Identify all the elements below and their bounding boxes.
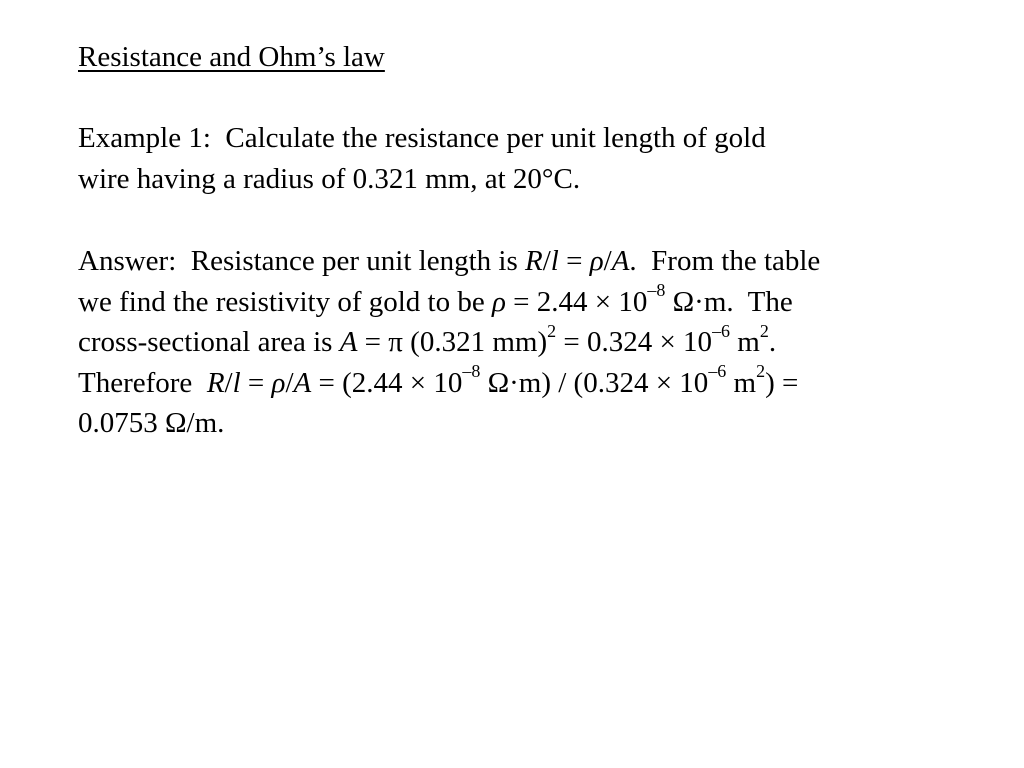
slide-title: Resistance and Ohm’s law [78, 41, 385, 73]
example-label: Example 1: [78, 122, 211, 154]
example-line-1 [78, 118, 766, 159]
example-text: Calculate the resistance per unit length of gold [225, 122, 766, 154]
answer-paragraph [78, 241, 820, 444]
answer-line-1: Answer: Resistance per unit length is R/l = ρ/A. From the table [78, 245, 821, 277]
answer-line-5: 0.0753 Ω/m. [78, 407, 225, 439]
answer-line-3: cross-sectional area is A = π (0.321 $mm)^2 = 0.324 \times 10^{-6}$ $m^2$. [78, 320, 777, 358]
example-paragraph [78, 118, 766, 199]
answer-line-4: Therefore $R/l = \rho/A = (2.44 \times 10^{-8}$ $\Omega\cdot m) / (0.324 \times 10^{-6}$ $m^2$) = [78, 361, 799, 399]
answer-label: Answer: [78, 245, 177, 277]
example-line-2: wire having a radius of 0.321 mm, at 20°C. [78, 162, 581, 195]
answer-line-2: we find the resistivity of gold to be $\rho = 2.44 \times 10^{-8}$ Ω·m. The [78, 280, 793, 318]
